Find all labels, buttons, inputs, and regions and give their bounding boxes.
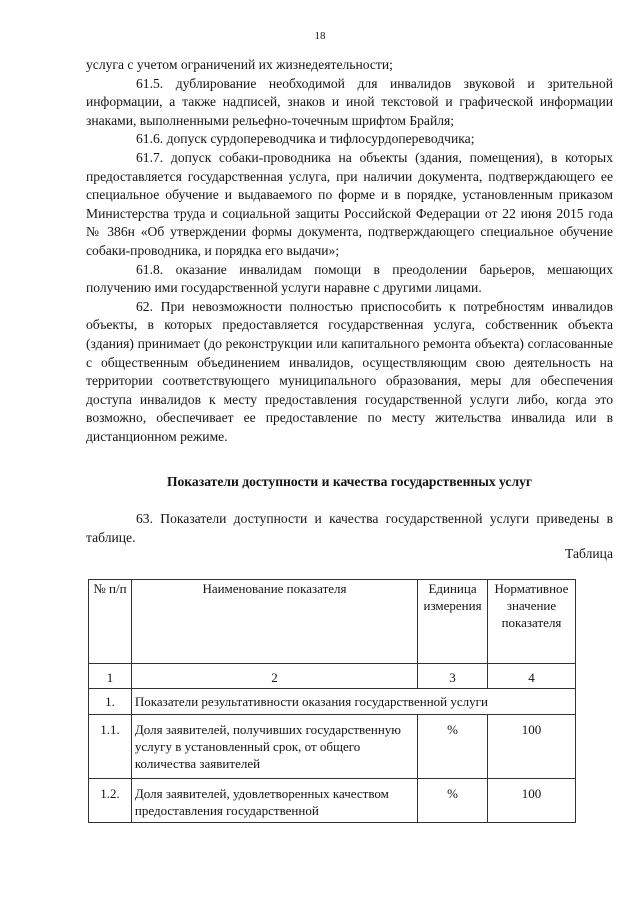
paragraph-63: 63. Показатели доступности и качества государственной услуги приведены в таблице. [86,511,613,545]
row-name: Показатели результативности оказания государственной услуги [131,689,575,715]
row-name: Доля заявителей, получивших государственную услугу в установленный срок, от общего количества заявителей [131,715,417,779]
table-column-numbers [89,664,576,689]
table-header-row [89,580,576,664]
header-name: Наименование показателя [131,580,417,664]
column-number: 3 [418,664,488,689]
table-row [89,779,576,823]
row-name: Доля заявителей, удовлетворенных качеством предоставления государственной [131,779,417,823]
indicators-table [88,579,576,823]
paragraph-62: 62. При невозможности полностью приспособить к потребностям инвалидов объекты, в которых предоставляется государственная услуга, собственник объекта (здания) принимает (до реконструкции или капитального ремонта объекта) согласованные с общественным объединением инвалидов, осуществляющим свою деятельность на территории соответствующего муниципального образования, меры для обеспечения доступа инвалидов к месту предоставления государственной услуги либо, когда это возможно, обеспечивает ее предоставление по месту жительства инвалида или в дистанционном режиме. [86,298,613,444]
row-value: 100 [488,715,576,779]
body-text [86,56,613,446]
row-value: 100 [488,779,576,823]
column-number: 1 [89,664,132,689]
row-num: 1.2. [89,779,132,823]
header-unit: Единица измерения [418,580,488,664]
header-value: Нормативное значение показателя [488,580,576,664]
row-num: 1. [89,689,132,715]
row-unit: % [418,779,488,823]
paragraph-61-8: 61.8. оказание инвалидам помощи в преодолении барьеров, мешающих получению ими государственной услуги наравне с другими лицами. [86,261,613,296]
section-heading: Показатели доступности и качества государственных услуг [166,474,533,489]
paragraph-continuation: услуга с учетом ограничений их жизнедеятельности; [86,57,393,72]
header-num: № п/п [89,580,132,664]
table-row [89,715,576,779]
paragraph-61-5: 61.5. дублирование необходимой для инвалидов звуковой и зрительной информации, а также надписей, знаков и иной текстовой и графической информации знаками, выполненными рельефно-точечным шрифтом Брайля; [86,75,613,128]
row-unit: % [418,715,488,779]
page-number: 18 [314,30,326,42]
table-row [89,689,576,715]
column-number: 4 [488,664,576,689]
paragraph-61-6: 61.6. допуск сурдопереводчика и тифлосурдопереводчика; [136,131,475,147]
table-label: Таблица [565,546,613,561]
paragraph-61-7: 61.7. допуск собаки-проводника на объекты (здания, помещения), в которых предоставляется государственная услуга, при наличии документа, подтверждающего ее специальное обучение и выдаваемого по форме и в порядке, установленным приказом Министерства труда и социальной защиты Российской Федерации от 22 июня 2015 года № 386н «Об утверждении формы документа, подтверждающего специальное обучение собаки-проводника, и порядка его выдачи»; [86,149,613,258]
column-number: 2 [131,664,417,689]
row-num: 1.1. [89,715,132,779]
